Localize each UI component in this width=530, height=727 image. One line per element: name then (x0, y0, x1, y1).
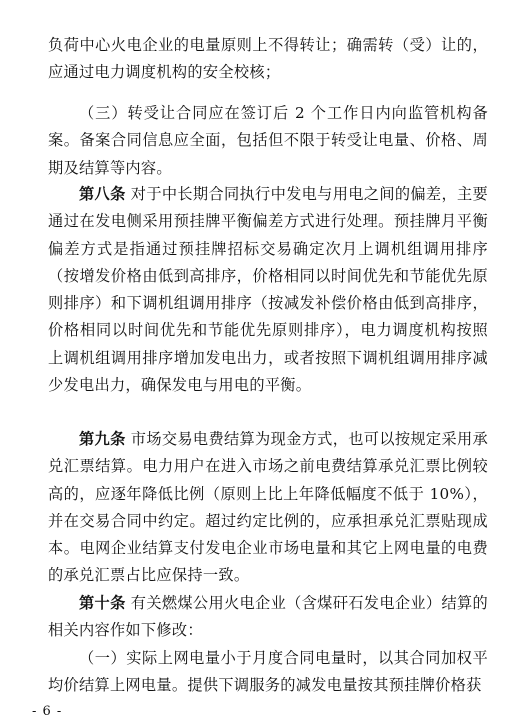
paragraph-text: 负荷中心火电企业的电量原则上不得转让；确需转（受）让的，应通过电力调度机构的安全校核； (48, 36, 488, 82)
article-8 (48, 181, 488, 399)
article-heading: 第八条 (79, 185, 126, 203)
paragraph-text: 市场交易电费结算为现金方式，也可以按规定采用承兑汇票结算。电力用户在进入市场之前电费结算承兑汇票比例较高的，应逐年降低比例（原则上比上年降低幅度不低于 10%），并在交易合同中约定。超过约定比例的，应承担承兑汇票贴现成本。电网企业结算支付发电企业市场电量和其它上网电量的电费的承兑汇票占比应保持一致。 (48, 430, 489, 585)
paragraph-text: 对于中长期合同执行中发电与用电之间的偏差，主要通过在发电侧采用预挂牌平衡偏差方式进行处理。预挂牌月平衡偏差方式是指通过预挂牌招标交易确定次月上调机组调用排序（按增发价格由低到高排序，价格相同以时间优先和节能优先原则排序）和下调机组调用排序（按减发补偿价格由低到高排序，价格相同以时间优先和节能优先原则排序），电力调度机构按照上调机组调用排序增加发电出力，或者按照下调机组调用排序减少发电出力，确保发电与用电的平衡。 (48, 185, 489, 395)
paragraph-item-3 (48, 100, 488, 182)
paragraph-item-1 (48, 645, 488, 700)
article-10 (48, 590, 488, 645)
paragraph-text: （三）转受让合同应在签订后 2 个工作日内向监管机构备案。备案合同信息应全面，包括但不限于转受让电量、价格、周期及结算等内容。 (48, 104, 488, 177)
paragraph-text: 有关燃煤公用火电企业（含煤矸石发电企业）结算的相关内容作如下修改： (48, 594, 489, 640)
article-heading: 第十条 (79, 594, 126, 612)
article-9 (48, 426, 488, 590)
paragraph-continuation (48, 32, 488, 87)
article-heading: 第九条 (79, 430, 126, 448)
paragraph-text: （一）实际上网电量小于月度合同电量时，以其合同加权平均价结算上网电量。提供下调服务的减发电量按其预挂牌价格获 (48, 649, 488, 695)
page-number: - 6 - (32, 704, 63, 719)
